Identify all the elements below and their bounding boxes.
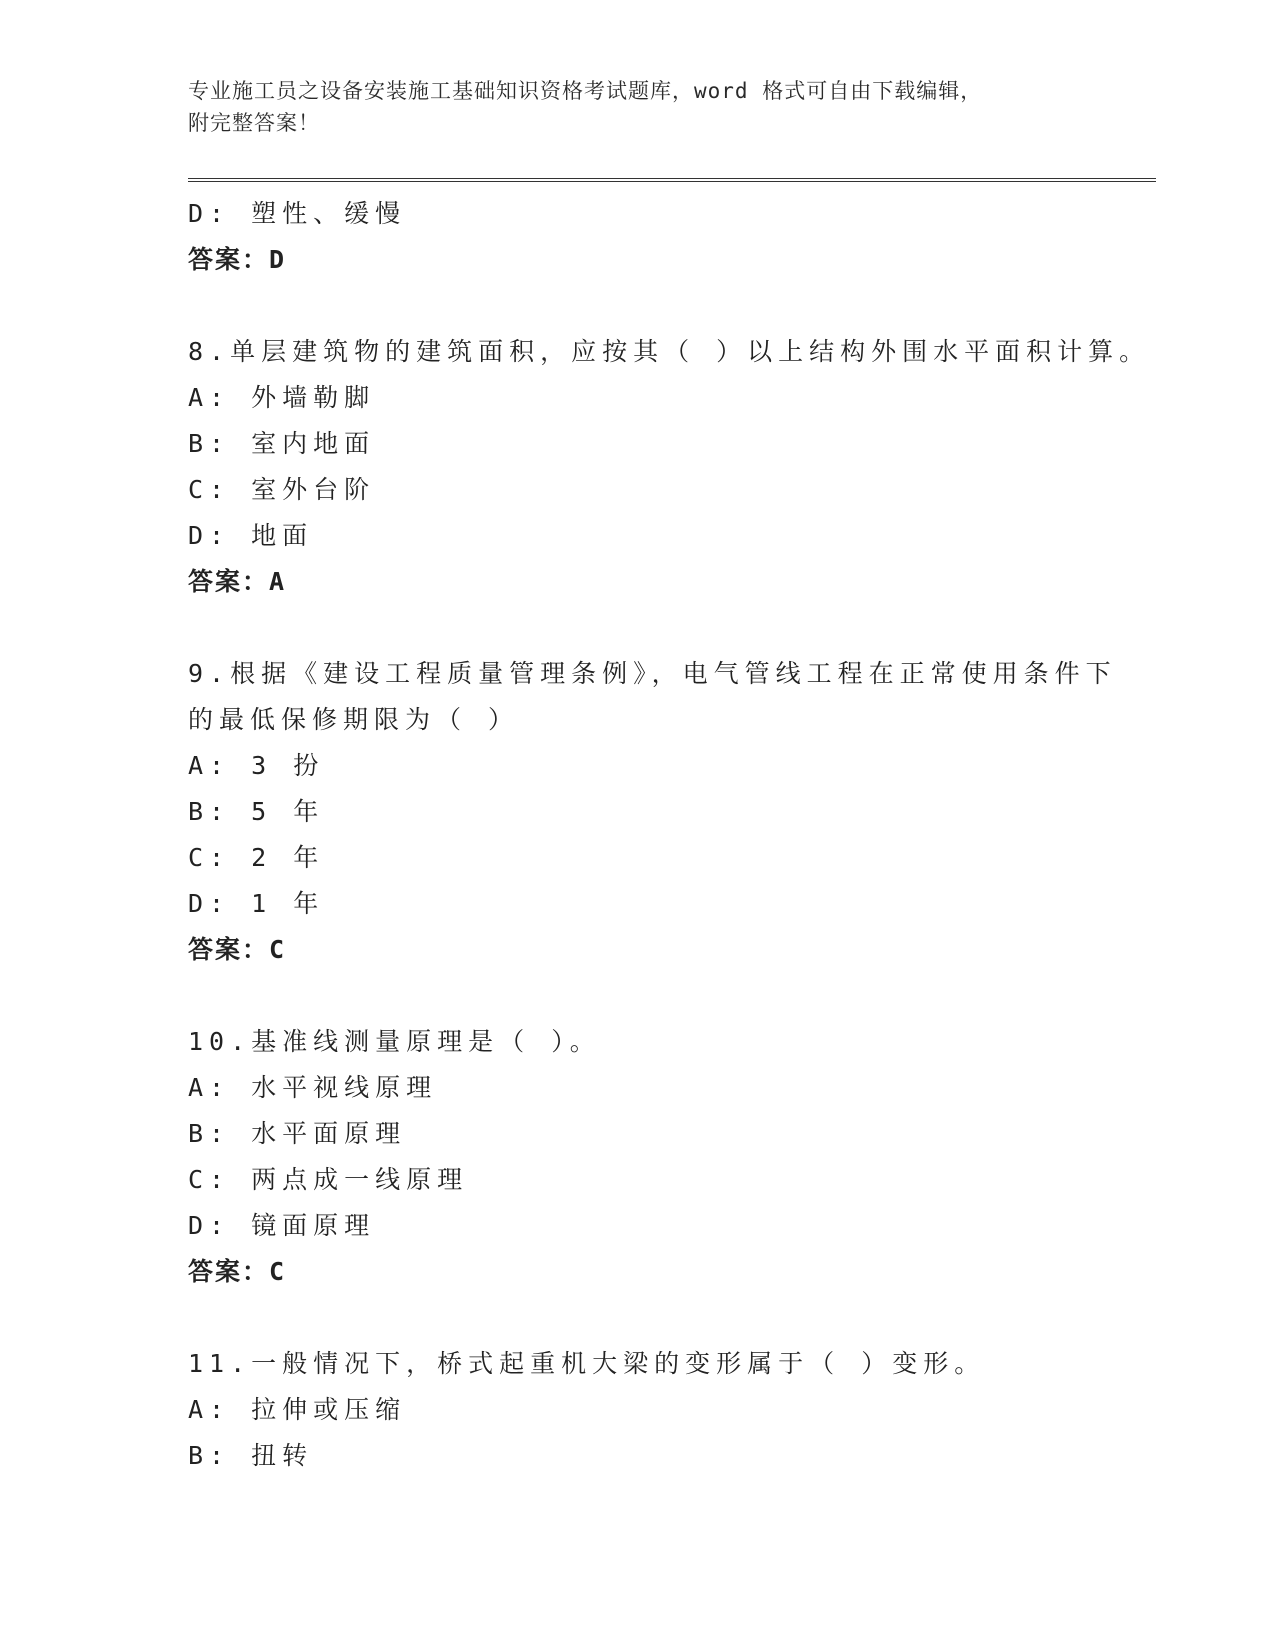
document-header: [188, 75, 1088, 139]
spacer: [188, 973, 1088, 1019]
option-c: C: 室外台阶: [188, 475, 376, 504]
option-d: D: 地面: [188, 521, 314, 550]
option-d: D: 1 年: [188, 889, 325, 918]
answer: 答案：D: [188, 245, 287, 274]
option-b: B: 扭转: [188, 1441, 314, 1470]
question-11-text: 11.一般情况下，桥式起重机大梁的变形属于（ ）变形。: [188, 1349, 986, 1378]
option-b: B: 5 年: [188, 797, 325, 826]
question-8-text: 8.单层建筑物的建筑面积，应按其（ ）以上结构外围水平面积计算。: [188, 337, 1151, 366]
answer: 答案：C: [188, 935, 287, 964]
option-b: B: 室内地面: [188, 429, 376, 458]
option-d: D: 镜面原理: [188, 1211, 376, 1240]
option-a: A: 外墙勒脚: [188, 383, 376, 412]
option-a: A: 3 扮: [188, 751, 325, 780]
question-9-text-line-1: 9.根据《建设工程质量管理条例》，电气管线工程在正常使用条件下: [188, 659, 1117, 688]
option-c: C: 2 年: [188, 843, 325, 872]
answer: 答案：C: [188, 1257, 287, 1286]
question-list: [188, 191, 1151, 1479]
option-d: D: 塑性、缓慢: [188, 199, 407, 228]
option-b: B: 水平面原理: [188, 1119, 407, 1148]
header-line-1: 专业施工员之设备安装施工基础知识资格考试题库，word 格式可自由下载编辑，: [188, 79, 983, 103]
spacer: [188, 283, 1088, 329]
header-divider: [188, 178, 1156, 182]
spacer: [188, 605, 1088, 651]
question-9-text-line-2: 的最低保修期限为（ ）: [188, 705, 520, 734]
option-a: A: 拉伸或压缩: [188, 1395, 407, 1424]
spacer: [188, 1295, 1088, 1341]
header-line-2: 附完整答案！: [188, 111, 320, 135]
question-10-text: 10.基准线测量原理是（ ）。: [188, 1027, 601, 1056]
answer: 答案：A: [188, 567, 287, 596]
option-c: C: 两点成一线原理: [188, 1165, 469, 1194]
option-a: A: 水平视线原理: [188, 1073, 438, 1102]
